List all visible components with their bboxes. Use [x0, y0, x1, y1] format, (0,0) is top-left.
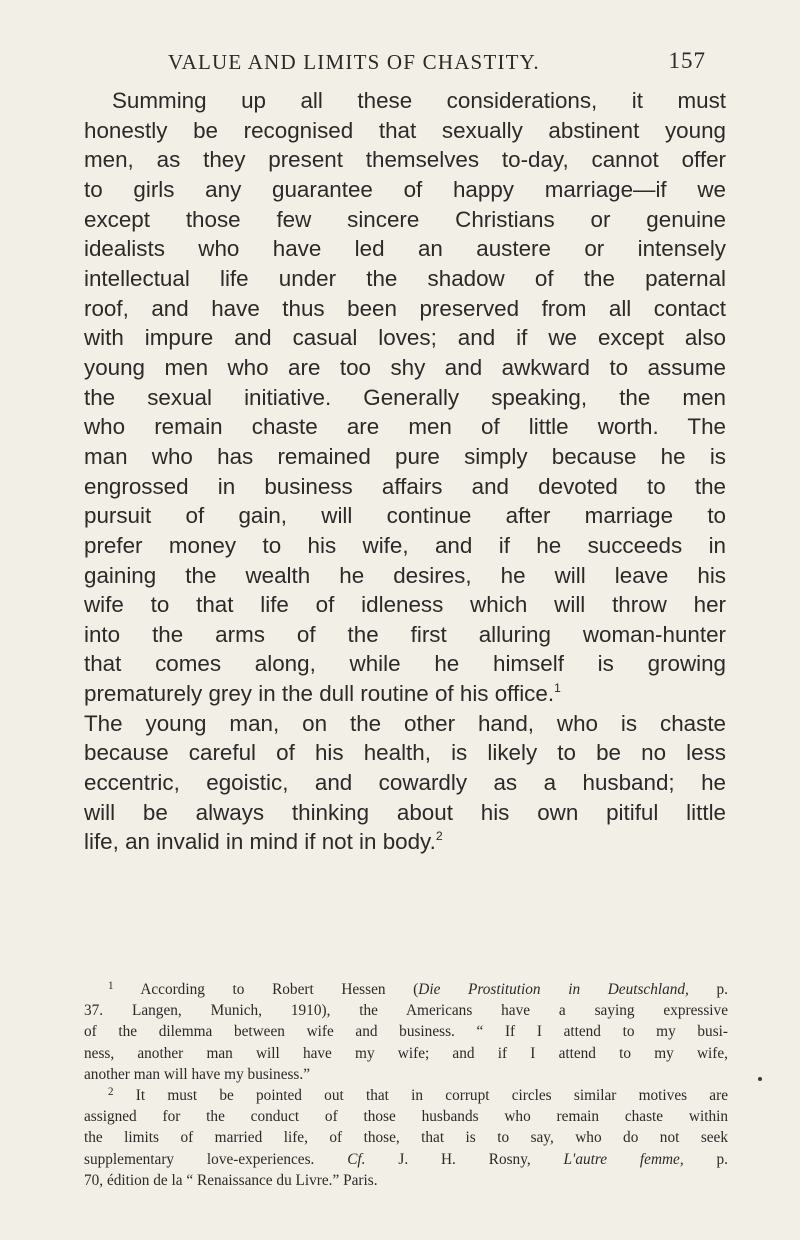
body-line: except those few sincere Christians or genuine: [84, 206, 726, 232]
ink-speck: [758, 1077, 762, 1081]
footnote-mark: 1: [108, 980, 114, 993]
footnote-line: assigned for the conduct of those husbands who remain chaste within: [84, 1108, 728, 1126]
body-line: because careful of his health, is likely to be no less: [84, 740, 726, 766]
body-line: that comes along, while he himself is growing: [84, 651, 726, 677]
body-line: to girls any guarantee of happy marriage—if we: [84, 176, 726, 202]
body-line: [84, 827, 726, 857]
footnote-line: 70, édition de la “ Renaissance du Livre.” Paris.: [84, 1171, 378, 1189]
footnote-text: p.: [688, 981, 729, 998]
cf-abbrev: Cf.: [347, 1150, 366, 1168]
body-line: into the arms of the first alluring woman-hunter: [84, 621, 726, 647]
page-number: 157: [668, 48, 706, 73]
footnote-mark: 2: [108, 1086, 114, 1099]
body-line: men, as they present themselves to-day, cannot offer: [84, 147, 726, 173]
footnote-text: J. H. Rosny,: [365, 1150, 564, 1168]
footnote-line: 37. Langen, Munich, 1910), the Americans have a saying expressive: [84, 1002, 728, 1020]
running-head: [168, 50, 728, 84]
body-line: the sexual initiative. Generally speaking, the men: [84, 384, 726, 410]
body-line: who remain chaste are men of little worth. The: [84, 414, 726, 440]
footnote-line: of the dilemma between wife and business. “ If I attend to my busi-: [84, 1023, 728, 1041]
footnote-text: supplementary love-experiences.: [84, 1150, 348, 1168]
body-line: prefer money to his wife, and if he succeeds in: [84, 532, 726, 558]
body-line: roof, and have thus been preserved from all contact: [84, 295, 726, 321]
footnote-line: the limits of married life, of those, that is to say, who do not seek: [84, 1129, 728, 1147]
footnote-2: [84, 1085, 728, 1106]
body-line: idealists who have led an austere or intensely: [84, 236, 726, 262]
footnote-ref-1[interactable]: 1: [554, 680, 561, 695]
body-line: Summing up all these considerations, it must: [112, 88, 726, 113]
body-line: intellectual life under the shadow of the paternal: [84, 265, 726, 291]
body-line-text: prematurely grey in the dull routine of his office.: [84, 681, 555, 707]
body-line: The young man, on the other hand, who is chaste: [84, 710, 726, 736]
body-line: pursuit of gain, will continue after marriage to: [84, 503, 726, 529]
body-line: wife to that life of idleness which will throw her: [84, 592, 726, 618]
footnote-text: It must be pointed out that in corrupt circles similar motives are: [135, 1087, 728, 1105]
body-line: engrossed in business affairs and devoted to the: [84, 473, 726, 499]
cited-title: L'autre femme,: [563, 1150, 684, 1168]
body-line-text: life, an invalid in mind if not in body.: [84, 829, 436, 855]
body-paragraph: [84, 86, 726, 857]
footnote-ref-2[interactable]: 2: [435, 829, 443, 844]
footnote-text: According to Robert Hessen (: [140, 981, 419, 998]
body-line: young men who are too shy and awkward to assume: [84, 354, 726, 380]
footnote-1: [84, 979, 728, 1000]
body-line: honestly be recognised that sexually abstinent young: [84, 117, 726, 143]
footnote-line: another man will have my business.”: [84, 1065, 311, 1083]
footnote-line: ness, another man will have my wife; and if I attend to my wife,: [84, 1044, 728, 1062]
footnotes: [84, 979, 728, 1191]
body-line: eccentric, egoistic, and cowardly as a husband; he: [84, 770, 726, 796]
body-line: will be always thinking about his own pitiful little: [84, 799, 726, 825]
body-line: [84, 679, 726, 709]
body-line: with impure and casual loves; and if we except also: [84, 325, 726, 351]
body-line: gaining the wealth he desires, he will leave his: [84, 562, 726, 588]
running-head-title: VALUE AND LIMITS OF CHASTITY.: [168, 50, 540, 74]
cited-title: Die Prostitution in Deutschland,: [418, 981, 689, 998]
footnote-line: [84, 1149, 728, 1170]
footnote-text: p.: [683, 1150, 728, 1168]
body-line: man who has remained pure simply because he is: [84, 443, 726, 469]
